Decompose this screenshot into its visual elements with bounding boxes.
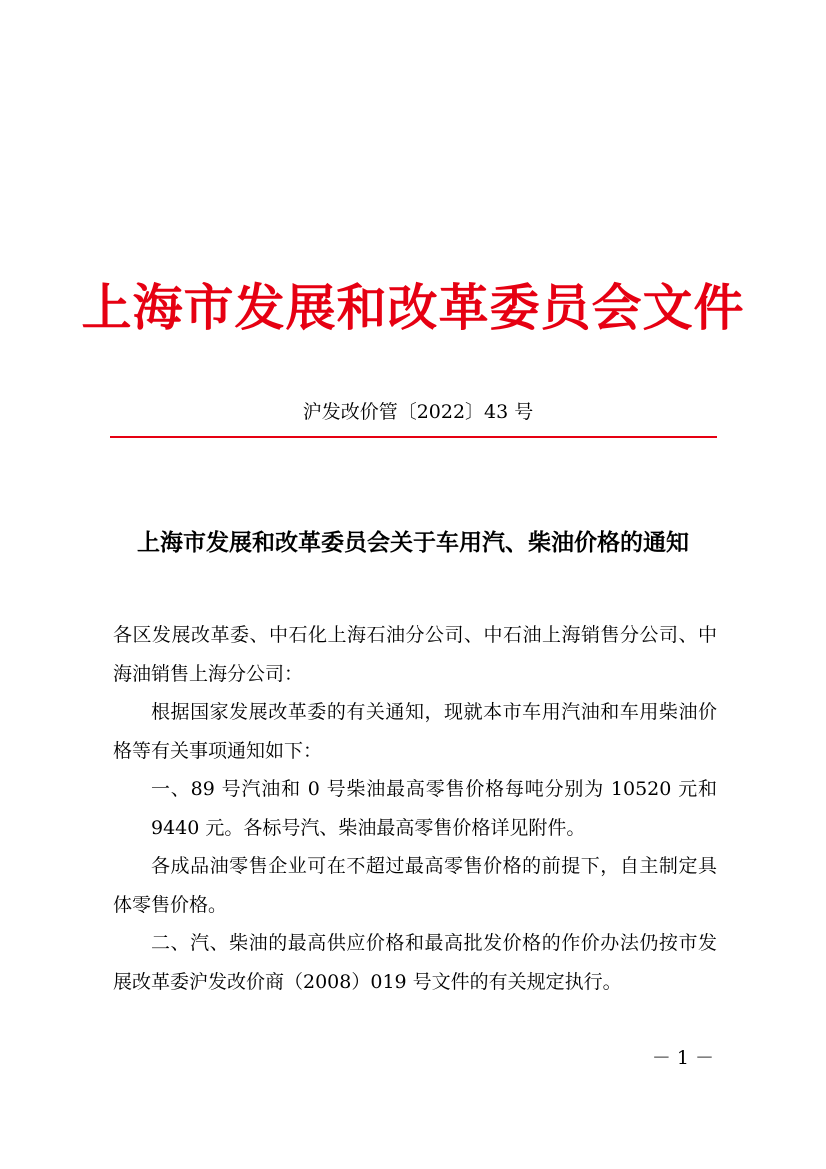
body-paragraph-retail-note: 各成品油零售企业可在不超过最高零售价格的前提下，自主制定具体零售价格。 xyxy=(113,855,717,916)
notice-title: 上海市发展和改革委员会关于车用汽、柴油价格的通知 xyxy=(137,529,689,556)
header-divider-line xyxy=(110,436,717,438)
document-number: 沪发改价管〔2022〕43 号 xyxy=(302,401,534,423)
body-paragraph-item-1: 一、89 号汽油和 0 号柴油最高零售价格每吨分别为 10520 元和 9440 元。各标号汽、柴油最高零售价格详见附件。 xyxy=(151,778,717,839)
body-paragraph-item-2: 二、汽、柴油的最高供应价格和最高批发价格的作价办法仍按市发展改革委沪发改价商（2008）019 号文件的有关规定执行。 xyxy=(113,932,717,993)
document-header-title: 上海市发展和改革委员会文件 xyxy=(81,278,745,337)
notice-body xyxy=(113,616,717,1001)
body-paragraph-recipients: 各区发展改革委、中石化上海石油分公司、中石油上海销售分公司、中海油销售上海分公司： xyxy=(113,624,717,685)
body-paragraph-intro: 根据国家发展改革委的有关通知，现就本市车用汽油和车用柴油价格等有关事项通知如下： xyxy=(113,701,717,762)
page-number: － 1 － xyxy=(651,1047,714,1069)
